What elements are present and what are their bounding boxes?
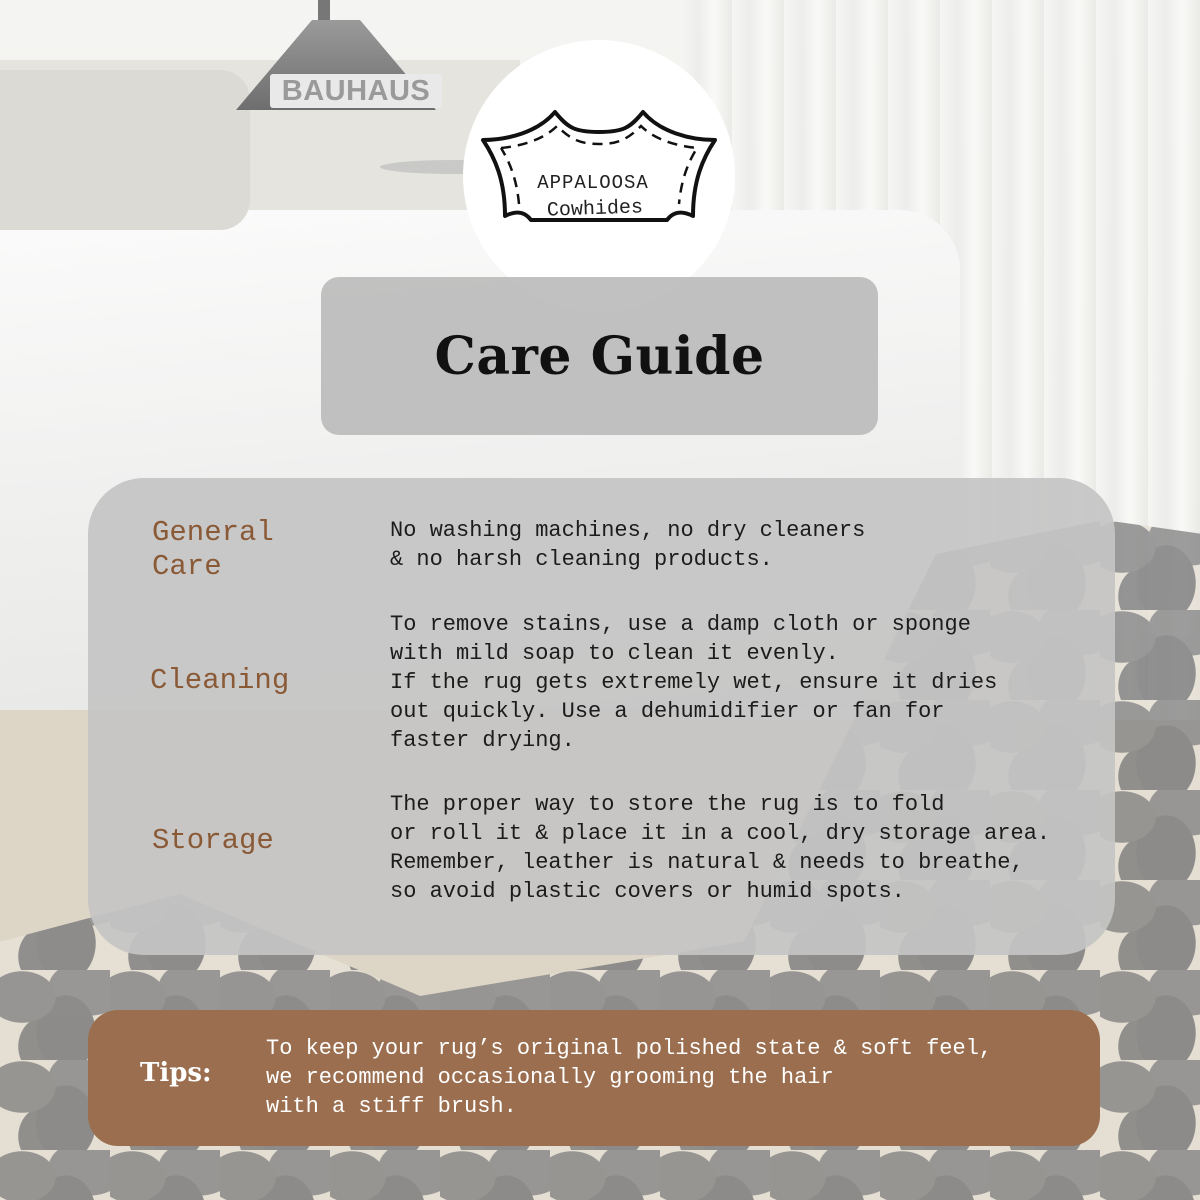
logo-text-appaloosa: APPALOOSA [537, 172, 649, 194]
logo-text-cowhides: Cowhides [546, 196, 644, 223]
section-label-cleaning: Cleaning [150, 664, 290, 697]
section-text-general-care: No washing machines, no dry cleaners & no harsh cleaning products. [390, 518, 866, 572]
section-label-general-care: General Care [152, 516, 274, 583]
tips-text: To keep your rug’s original polished state & soft feel, we recommend occasionally grooming the hair with a stiff brush. [266, 1036, 993, 1119]
bauhaus-sign: BAUHAUS [270, 74, 442, 108]
section-label-storage: Storage [152, 824, 274, 857]
tips-card [88, 1010, 1100, 1146]
section-text-cleaning: To remove stains, use a damp cloth or sponge with mild soap to clean it evenly. If the rug gets extremely wet, ensure it dries out quickly. Use a dehumidifier or fan for faster drying. [390, 612, 998, 753]
care-instructions-card [88, 478, 1115, 955]
brand-logo [463, 40, 735, 312]
title-card [321, 277, 878, 435]
tips-label: Tips: [140, 1058, 212, 1088]
section-text-storage: The proper way to store the rug is to fold or roll it & place it in a cool, dry storage area. Remember, leather is natural & needs to breathe, so avoid plastic covers or humid spots. [390, 792, 1051, 904]
pillow [0, 70, 250, 230]
page-title: Care Guide [434, 325, 765, 387]
